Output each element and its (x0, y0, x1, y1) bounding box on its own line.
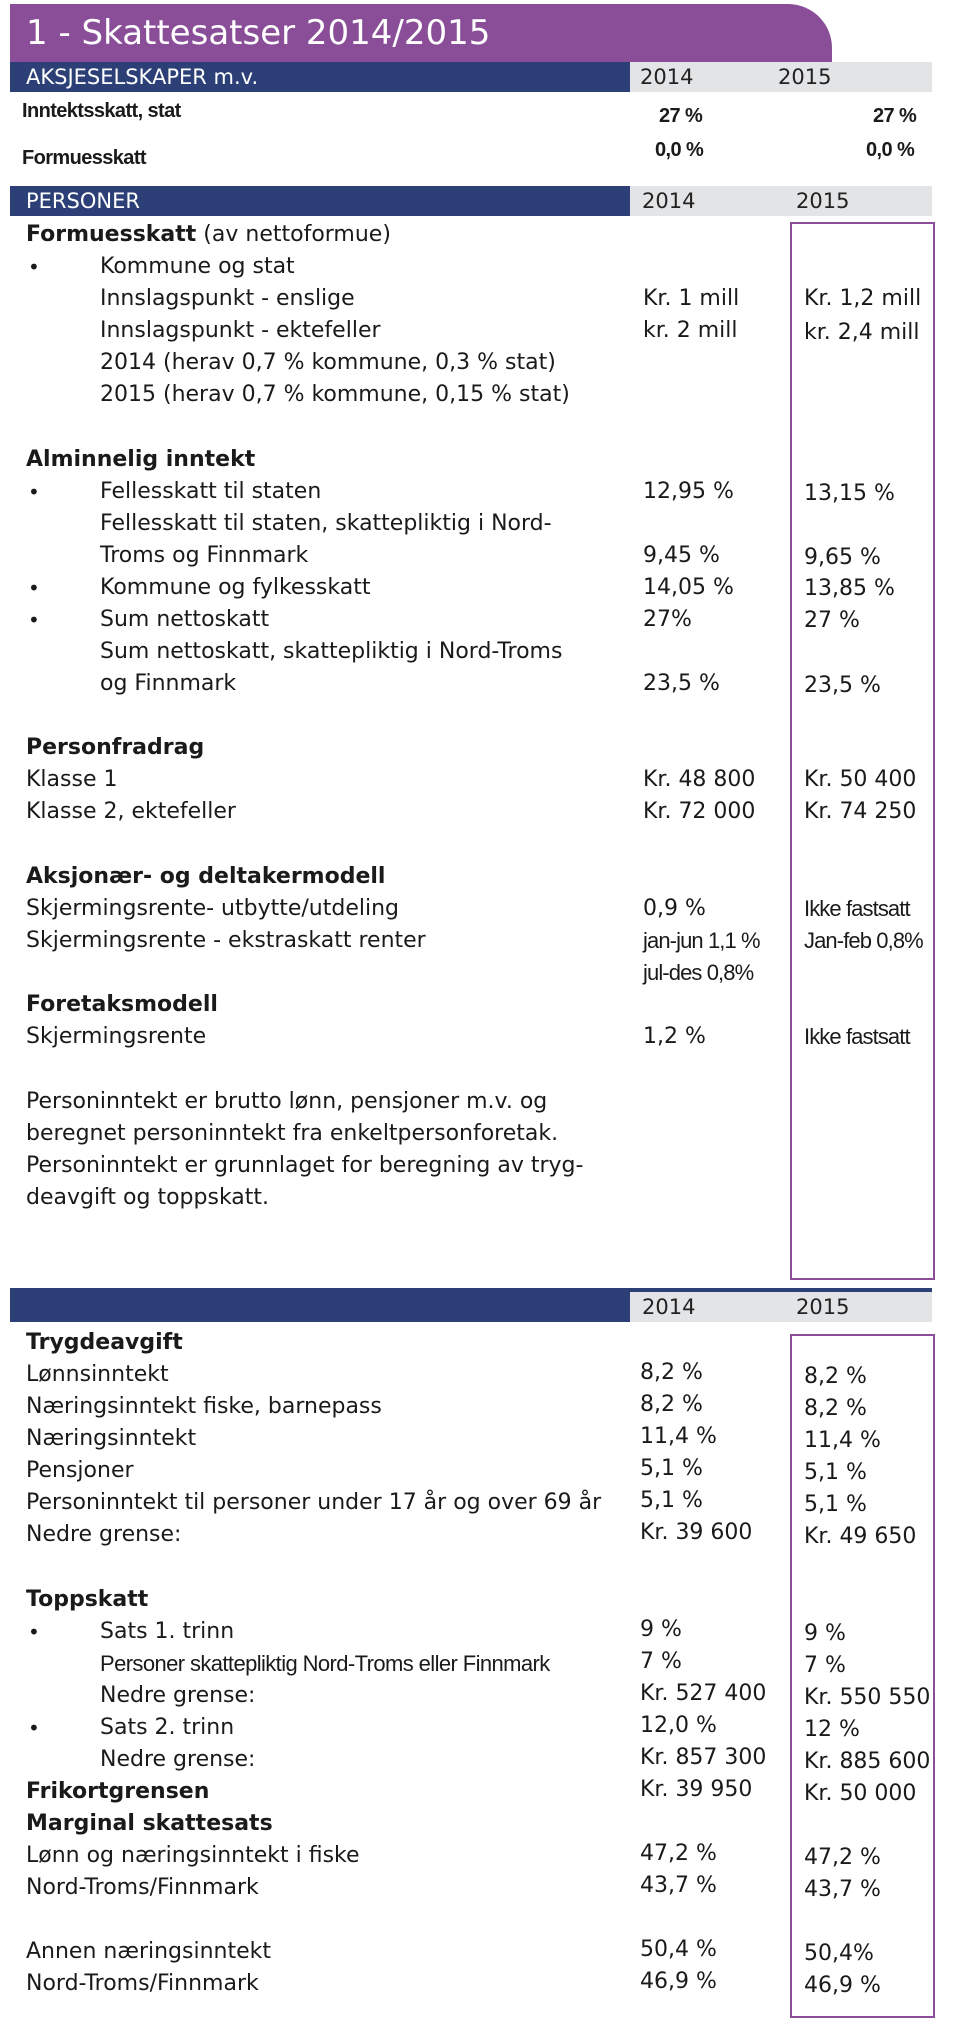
trygd-alder-2014: 5,1 % (640, 1488, 703, 1513)
bullet: • (28, 576, 40, 600)
sats2-nedre-2014: Kr. 857 300 (640, 1745, 767, 1770)
aksje-year-bar (630, 62, 932, 92)
fellesskatt-label: Fellesskatt til staten (100, 479, 322, 504)
trygd-fiske-2014: 8,2 % (640, 1392, 703, 1417)
aksje-year-2014: 2014 (640, 65, 694, 89)
trygd-naering-2014: 11,4 % (640, 1424, 717, 1449)
personfradrag-heading: Personfradrag (26, 735, 205, 760)
innslag-enslige-2015: Kr. 1,2 mill (804, 286, 922, 311)
marg-nt1-label: Nord-Troms/Finnmark (26, 1875, 259, 1900)
year-2015-box (790, 222, 935, 1280)
personinntekt-para-3: Personinntekt er grunnlaget for beregning av tryg- (26, 1153, 584, 1178)
section3-year-bar (630, 1292, 932, 1322)
bullet: • (28, 608, 40, 632)
sats1-nt-label: Personer skattepliktig Nord-Troms eller Finnmark (100, 1651, 550, 1676)
sats1-label: Sats 1. trinn (100, 1619, 235, 1644)
bullet: • (28, 480, 40, 504)
annen-2014: 50,4 % (640, 1937, 717, 1962)
personinntekt-para-2: beregnet personinntekt fra enkeltpersonforetak. (26, 1121, 559, 1146)
aksje-inntektsskatt-2014: 27 % (659, 105, 703, 127)
skj-foretak-label: Skjermingsrente (26, 1024, 207, 1049)
sats1-nedre-2015: Kr. 550 550 (804, 1685, 931, 1710)
aksje-formuesskatt-2015: 0,0 % (866, 139, 915, 161)
sats1-2015: 9 % (804, 1621, 846, 1646)
sum-netto-2014: 27% (643, 607, 692, 632)
sats1-nt-2014: 7 % (640, 1649, 682, 1674)
klasse2-2014: Kr. 72 000 (643, 799, 756, 824)
sats2-2015: 12 % (804, 1717, 860, 1742)
sats1-2014: 9 % (640, 1617, 682, 1642)
annen-2015: 50,4% (804, 1941, 874, 1966)
fellesskatt-2015: 13,15 % (804, 481, 895, 506)
kommune-fylke-2015: 13,85 % (804, 576, 895, 601)
skj-ekstra-2014: jan-jun 1,1 % (643, 928, 760, 953)
trygd-alder-2015: 5,1 % (804, 1492, 867, 1517)
skj-utbytte-label: Skjermingsrente- utbytte/utdeling (26, 896, 400, 921)
personinntekt-para-4: deavgift og toppskatt. (26, 1185, 270, 1210)
skj-foretak-2015: Ikke fastsatt (804, 1024, 910, 1049)
trygd-pensjon-2014: 5,1 % (640, 1456, 703, 1481)
marg-lonn-label: Lønn og næringsinntekt i fiske (26, 1843, 360, 1868)
innslag-enslige-2014: Kr. 1 mill (643, 286, 740, 311)
foretak-heading: Foretaksmodell (26, 992, 218, 1017)
trygd-naering-label: Næringsinntekt (26, 1426, 197, 1451)
trygd-fiske-label: Næringsinntekt fiske, barnepass (26, 1394, 382, 1419)
marg-nt1-2015: 43,7 % (804, 1877, 881, 1902)
page-title: 1 - Skattesatser 2014/2015 (10, 4, 832, 62)
trygd-fiske-2015: 8,2 % (804, 1396, 867, 1421)
fellesskatt-nt-label-1: Fellesskatt til staten, skattepliktig i Nord- (100, 511, 552, 536)
frikort-2014: Kr. 39 950 (640, 1777, 753, 1802)
marg-nt1-2014: 43,7 % (640, 1873, 717, 1898)
klasse1-2014: Kr. 48 800 (643, 767, 756, 792)
aksje-formuesskatt-label: Formuesskatt (22, 147, 146, 169)
klasse2-2015: Kr. 74 250 (804, 799, 917, 824)
personer-year-bar (630, 186, 932, 216)
innslag-ektefeller-2014: kr. 2 mill (643, 318, 738, 343)
aksje-formuesskatt-2014: 0,0 % (655, 139, 704, 161)
bullet: • (28, 1620, 40, 1644)
sum-netto-label: Sum nettoskatt (100, 607, 270, 632)
aksje-inntektsskatt-label: Inntektsskatt, stat (22, 100, 181, 122)
bullet: • (28, 255, 40, 279)
trygd-alder-label: Personinntekt til personer under 17 år og over 69 år (26, 1490, 602, 1515)
skj-ekstra-2014-b: jul-des 0,8% (643, 960, 754, 985)
formue-note-2015: 2015 (herav 0,7 % kommune, 0,15 % stat) (100, 382, 570, 407)
marg-nt2-label: Nord-Troms/Finnmark (26, 1971, 259, 1996)
aksjonaer-heading: Aksjonær- og deltakermodell (26, 864, 386, 889)
fellesskatt-nt-label-2: Troms og Finnmark (100, 543, 309, 568)
personer-year-2015: 2015 (796, 189, 850, 213)
marginal-heading: Marginal skattesats (26, 1811, 273, 1836)
marg-nt2-2015: 46,9 % (804, 1973, 881, 1998)
klasse2-label: Klasse 2, ektefeller (26, 799, 236, 824)
skj-utbytte-2015: Ikke fastsatt (804, 896, 910, 921)
sum-netto-nt-label-2: og Finnmark (100, 671, 237, 696)
kommune-fylke-label: Kommune og fylkesskatt (100, 575, 371, 600)
frikort-label: Frikortgrensen (26, 1779, 210, 1804)
section3-year-2014: 2014 (642, 1295, 696, 1319)
klasse1-label: Klasse 1 (26, 767, 118, 792)
trygd-pensjon-2015: 5,1 % (804, 1460, 867, 1485)
trygd-pensjon-label: Pensjoner (26, 1458, 134, 1483)
trygd-heading: Trygdeavgift (26, 1330, 183, 1355)
sats1-nt-2015: 7 % (804, 1653, 846, 1678)
trygd-naering-2015: 11,4 % (804, 1428, 881, 1453)
toppskatt-heading: Toppskatt (26, 1587, 149, 1612)
formuesskatt-heading: Formuesskatt (av nettoformue) (26, 222, 391, 247)
sum-netto-2015: 27 % (804, 608, 860, 633)
formue-note-2014: 2014 (herav 0,7 % kommune, 0,3 % stat) (100, 350, 556, 375)
sum-netto-nt-2015: 23,5 % (804, 673, 881, 698)
kommune-fylke-2014: 14,05 % (643, 575, 734, 600)
bullet: • (28, 1716, 40, 1740)
innslag-ektefeller-2015: kr. 2,4 mill (804, 320, 920, 345)
marg-lonn-2015: 47,2 % (804, 1845, 881, 1870)
skj-ekstra-label: Skjermingsrente - ekstraskatt renter (26, 928, 426, 953)
fellesskatt-2014: 12,95 % (643, 479, 734, 504)
sum-netto-nt-2014: 23,5 % (643, 671, 720, 696)
fellesskatt-nt-2014: 9,45 % (643, 543, 720, 568)
sats2-2014: 12,0 % (640, 1713, 717, 1738)
sats2-nedre-label: Nedre grense: (100, 1747, 256, 1772)
alminnelig-heading: Alminnelig inntekt (26, 447, 256, 472)
fellesskatt-nt-2015: 9,65 % (804, 545, 881, 570)
trygd-nedre-2014: Kr. 39 600 (640, 1520, 753, 1545)
marg-nt2-2014: 46,9 % (640, 1969, 717, 1994)
innslag-ektefeller-label: Innslagspunkt - ektefeller (100, 318, 381, 343)
trygd-lonn-2015: 8,2 % (804, 1364, 867, 1389)
personer-year-2014: 2014 (642, 189, 696, 213)
annen-label: Annen næringsinntekt (26, 1939, 272, 1964)
aksje-year-2015: 2015 (778, 65, 832, 89)
sum-netto-nt-label-1: Sum nettoskatt, skattepliktig i Nord-Troms (100, 639, 563, 664)
trygd-lonn-2014: 8,2 % (640, 1360, 703, 1385)
trygd-nedre-label: Nedre grense: (26, 1522, 182, 1547)
sats1-nedre-2014: Kr. 527 400 (640, 1681, 767, 1706)
skj-utbytte-2014: 0,9 % (643, 896, 706, 921)
trygd-nedre-2015: Kr. 49 650 (804, 1524, 917, 1549)
skj-ekstra-2015: Jan-feb 0,8% (804, 928, 923, 953)
section3-year-2015: 2015 (796, 1295, 850, 1319)
sats2-label: Sats 2. trinn (100, 1715, 235, 1740)
personer-header: PERSONER (10, 186, 630, 216)
personinntekt-para-1: Personinntekt er brutto lønn, pensjoner m.v. og (26, 1089, 548, 1114)
innslag-enslige-label: Innslagspunkt - enslige (100, 286, 355, 311)
sats1-nedre-label: Nedre grense: (100, 1683, 256, 1708)
trygd-lonn-label: Lønnsinntekt (26, 1362, 169, 1387)
aksje-inntektsskatt-2015: 27 % (873, 105, 917, 127)
aksje-header: AKSJESELSKAPER m.v. (10, 62, 630, 92)
skj-foretak-2014: 1,2 % (643, 1024, 706, 1049)
frikort-2015: Kr. 50 000 (804, 1781, 917, 1806)
sats2-nedre-2015: Kr. 885 600 (804, 1749, 931, 1774)
kommune-stat-label: Kommune og stat (100, 254, 295, 279)
marg-lonn-2014: 47,2 % (640, 1841, 717, 1866)
klasse1-2015: Kr. 50 400 (804, 767, 917, 792)
